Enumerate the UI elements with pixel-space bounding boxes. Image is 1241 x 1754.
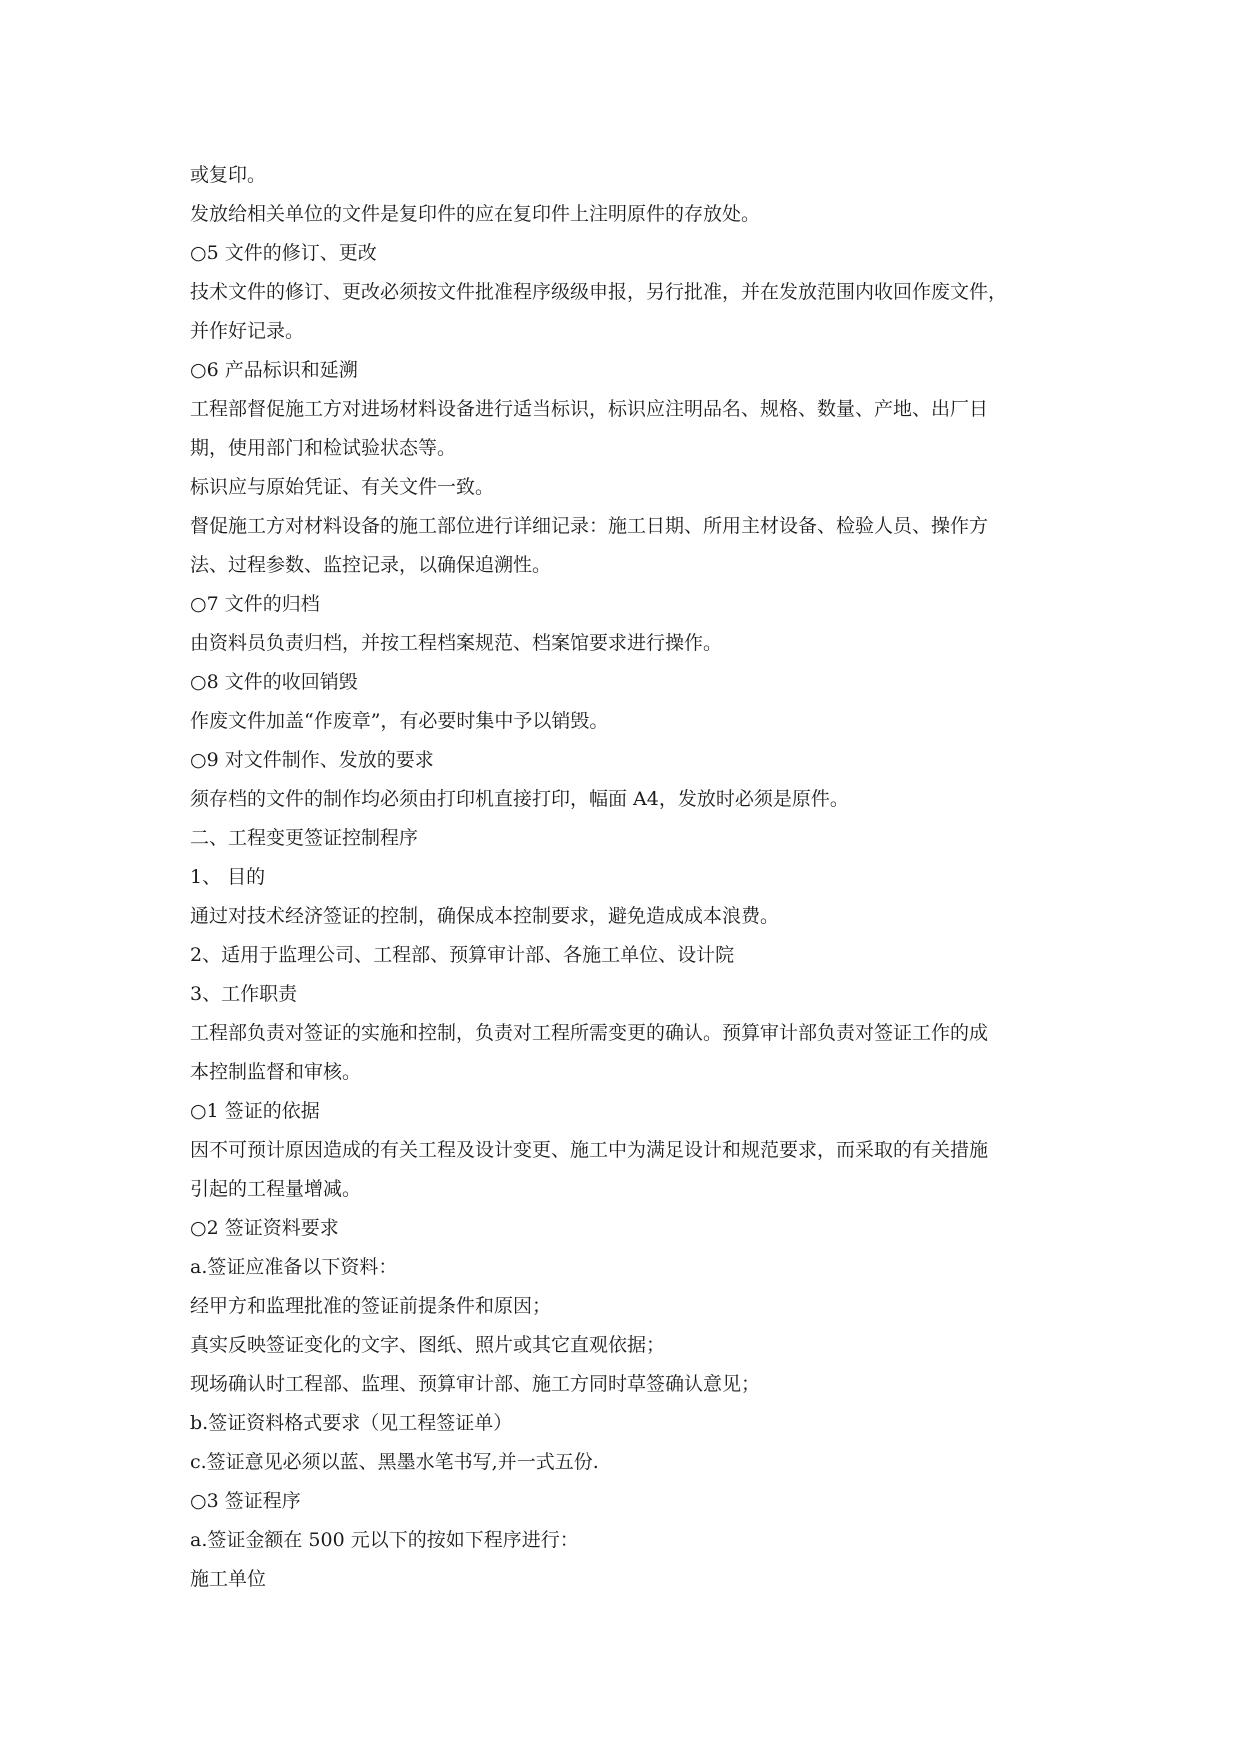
text-line: 作废文件加盖“作废章”，有必要时集中予以销毁。	[190, 710, 609, 732]
text-line: 并作好记录。	[190, 320, 305, 342]
text-line: 经甲方和监理批准的签证前提条件和原因；	[190, 1295, 552, 1317]
list-item: a.签证应准备以下资料：	[190, 1256, 398, 1278]
text-line: 本控制监督和审核。	[190, 1061, 362, 1083]
section-heading: ○9 对文件制作、发放的要求	[190, 749, 434, 771]
text-line: 标识应与原始凭证、有关文件一致。	[190, 476, 495, 498]
text-line: 发放给相关单位的文件是复印件的应在复印件上注明原件的存放处。	[190, 203, 761, 225]
section-heading: ○8 文件的收回销毁	[190, 671, 358, 693]
list-item: a.签证金额在 500 元以下的按如下程序进行：	[190, 1529, 579, 1551]
text-line: 因不可预计原因造成的有关工程及设计变更、施工中为满足设计和规范要求，而采取的有关措施	[190, 1139, 989, 1161]
document-body	[190, 156, 1056, 1599]
section-heading: ○7 文件的归档	[190, 593, 320, 615]
text-line: 真实反映签证变化的文字、图纸、照片或其它直观依据；	[190, 1334, 666, 1356]
section-heading: ○3 签证程序	[190, 1490, 301, 1512]
section-heading: ○2 签证资料要求	[190, 1217, 339, 1239]
text-line: 督促施工方对材料设备的施工部位进行详细记录：施工日期、所用主材设备、检验人员、操作方	[190, 515, 989, 537]
text-line: 现场确认时工程部、监理、预算审计部、施工方同时草签确认意见；	[190, 1373, 761, 1395]
text-line: 通过对技术经济签证的控制，确保成本控制要求，避免造成成本浪费。	[190, 905, 780, 927]
text-line: 技术文件的修订、更改必须按文件批准程序级级申报，另行批准，并在发放范围内收回作废文件，	[190, 281, 1008, 303]
section-heading: 3、工作职责	[190, 983, 298, 1005]
text-line: 须存档的文件的制作均必须由打印机直接打印，幅面 A4，发放时必须是原件。	[190, 788, 849, 810]
list-item: b.签证资料格式要求（见工程签证单）	[190, 1412, 513, 1434]
section-heading: 2、适用于监理公司、工程部、预算审计部、各施工单位、设计院	[190, 944, 735, 966]
text-line: 或复印。	[190, 164, 267, 186]
text-line: 由资料员负责归档，并按工程档案规范、档案馆要求进行操作。	[190, 632, 723, 654]
section-heading: ○5 文件的修订、更改	[190, 242, 377, 264]
list-item: c.签证意见必须以蓝、黑墨水笔书写,并一式五份.	[190, 1451, 599, 1473]
text-line: 引起的工程量增减。	[190, 1178, 362, 1200]
text-line: 期，使用部门和检试验状态等。	[190, 437, 457, 459]
section-heading: 1、 目的	[190, 866, 266, 888]
text-line: 工程部督促施工方对进场材料设备进行适当标识，标识应注明品名、规格、数量、产地、出厂日	[190, 398, 989, 420]
section-heading: ○1 签证的依据	[190, 1100, 320, 1122]
text-line: 施工单位	[190, 1568, 267, 1590]
text-line: 工程部负责对签证的实施和控制，负责对工程所需变更的确认。预算审计部负责对签证工作的成	[190, 1022, 989, 1044]
chapter-heading: 二、工程变更签证控制程序	[190, 827, 419, 849]
text-line: 法、过程参数、监控记录，以确保追溯性。	[190, 554, 552, 576]
section-heading: ○6 产品标识和延溯	[190, 359, 358, 381]
